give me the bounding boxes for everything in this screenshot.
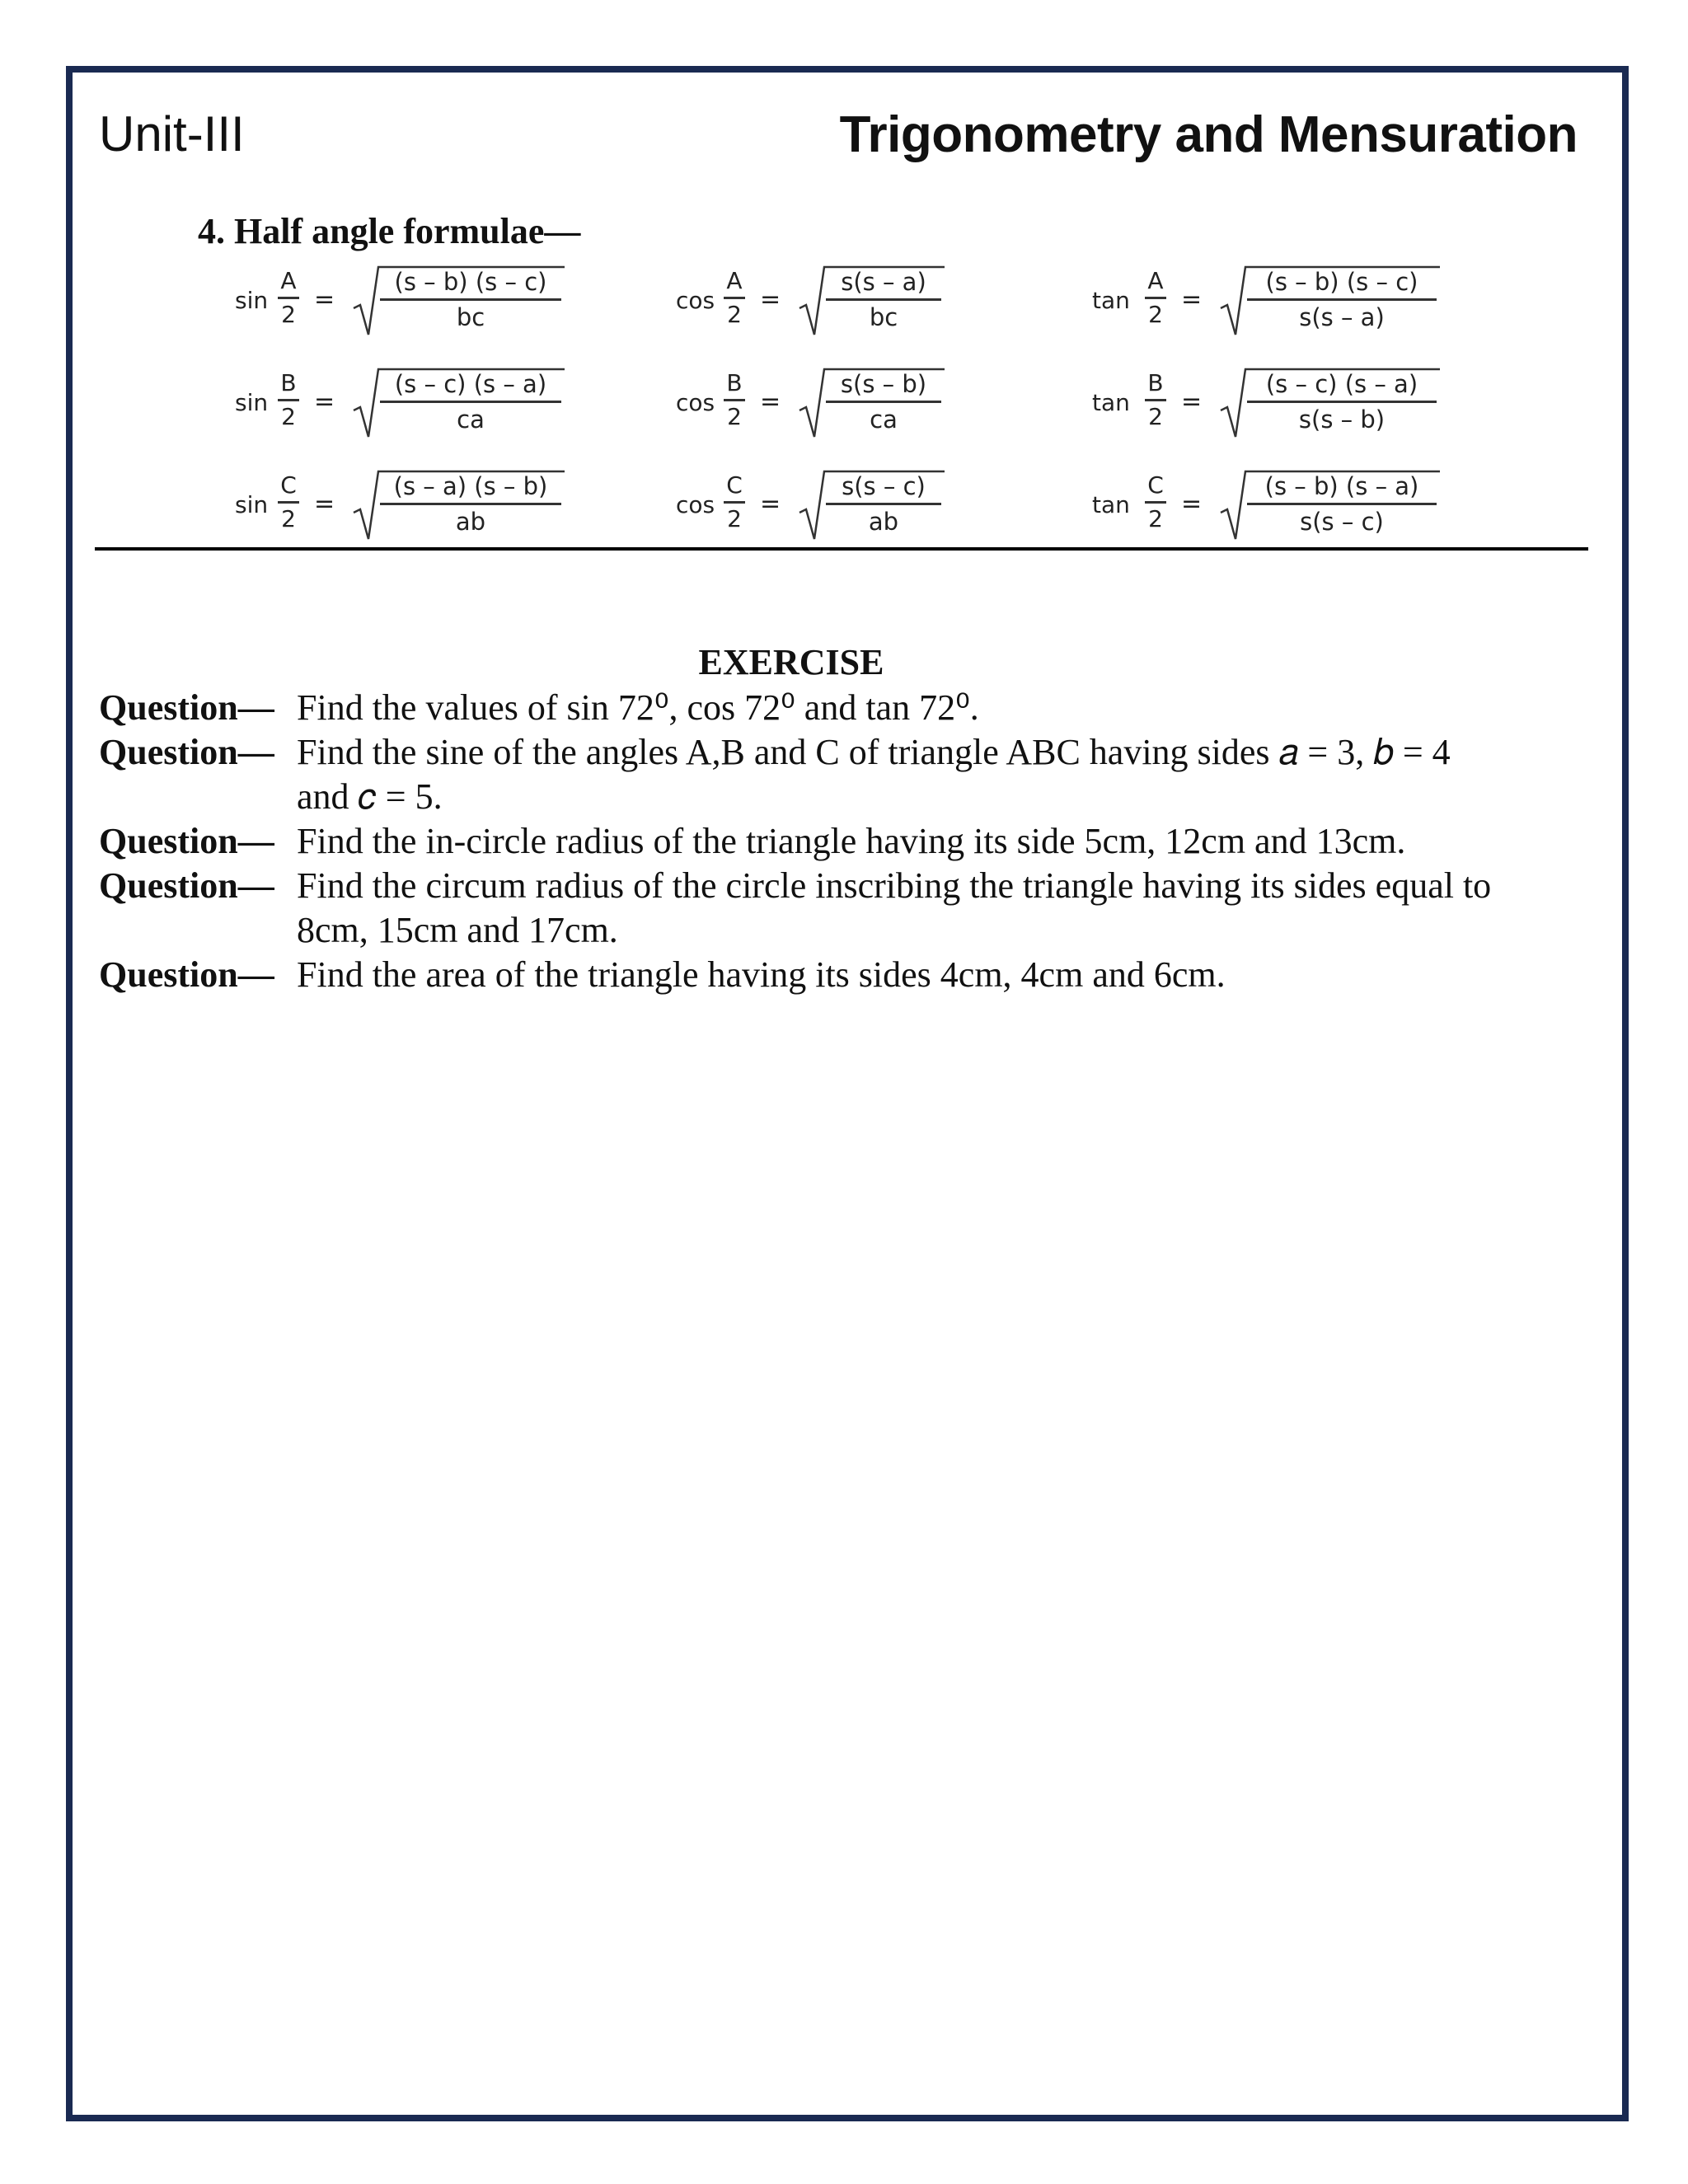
radicand-denominator: bc (869, 303, 898, 331)
page-header (99, 97, 1582, 171)
formula-cos-B (676, 364, 1039, 438)
radicand-denominator: s(s – a) (1299, 303, 1385, 331)
radicand-denominator: ab (455, 508, 486, 536)
half-angle-fraction (1143, 470, 1168, 535)
equals-sign: = (760, 490, 781, 518)
angle-denominator: 2 (727, 403, 742, 430)
equals-sign: = (314, 490, 335, 518)
function-name: cos (676, 287, 715, 314)
question-item (99, 864, 1582, 953)
horizontal-rule (95, 547, 1588, 551)
angle-denominator: 2 (727, 505, 742, 532)
radicand-fraction (1247, 368, 1437, 436)
angle-numerator: C (726, 471, 743, 499)
question-label: Question— (99, 821, 274, 861)
document-title: Trigonometry and Mensuration (839, 106, 1578, 163)
formula-cos-C (676, 466, 1039, 541)
radicand-numerator: (s – b) (s – c) (394, 268, 547, 296)
angle-numerator: C (280, 471, 297, 499)
radicand-denominator: ab (868, 508, 899, 536)
section-heading: 4. Half angle formulae— (198, 211, 581, 251)
formula-sin-C (235, 466, 598, 541)
radicand-fraction (826, 265, 941, 334)
radicand-fraction (826, 470, 941, 538)
square-root (352, 368, 566, 438)
equals-sign: = (1181, 490, 1203, 518)
radicand-numerator: s(s – b) (840, 370, 927, 398)
formula-tan-B (1092, 364, 1455, 438)
radicand-numerator: (s – b) (s – c) (1265, 268, 1418, 296)
equals-sign: = (760, 285, 781, 314)
half-angle-fraction (276, 470, 301, 535)
formula-cos-A (676, 262, 1039, 336)
angle-numerator: B (280, 369, 297, 396)
equals-sign: = (1181, 387, 1203, 416)
question-item (99, 730, 1582, 819)
equals-sign: = (1181, 285, 1203, 314)
square-root (1219, 265, 1442, 336)
angle-numerator: B (1147, 369, 1164, 396)
square-root (798, 470, 946, 541)
formula-tan-A (1092, 262, 1455, 336)
angle-numerator: A (1147, 267, 1164, 294)
square-root (352, 265, 566, 336)
question-text: and 𝑐 = 5. (297, 776, 443, 817)
question-item (99, 953, 1582, 997)
question-item (99, 819, 1582, 864)
radicand-numerator: s(s – a) (841, 268, 926, 296)
half-angle-fraction (276, 368, 301, 433)
question-text: Find the in-circle radius of the triangle having its side 5cm, 12cm and 13cm. (297, 821, 1406, 861)
question-text: Find the circum radius of the circle inscribing the triangle having its sides equal to (297, 865, 1492, 906)
exercise-heading: EXERCISE (698, 642, 884, 682)
function-name: cos (676, 491, 715, 518)
radicand-denominator: ca (870, 405, 898, 434)
half-angle-fraction (1143, 368, 1168, 433)
radicand-numerator: (s – c) (s – a) (1265, 370, 1418, 398)
question-label: Question— (99, 954, 274, 995)
angle-numerator: A (280, 267, 297, 294)
question-item (99, 686, 1582, 730)
radicand-fraction (826, 368, 941, 436)
angle-denominator: 2 (1148, 403, 1163, 430)
radicand-numerator: (s – c) (s – a) (394, 370, 547, 398)
radicand-fraction (1247, 470, 1437, 538)
unit-label: Unit-III (99, 106, 245, 162)
radicand-fraction (380, 470, 561, 538)
half-angle-fraction (722, 470, 747, 535)
radicand-denominator: bc (456, 303, 485, 331)
radicand-fraction (380, 265, 561, 334)
half-angle-fraction (722, 265, 747, 330)
radicand-denominator: s(s – b) (1298, 405, 1386, 434)
question-text: Find the sine of the angles A,B and C of triangle ABC having sides 𝑎 = 3, 𝑏 = 4 (297, 732, 1451, 772)
question-label: Question— (99, 687, 274, 728)
angle-denominator: 2 (281, 301, 296, 328)
formula-sin-B (235, 364, 598, 438)
angle-denominator: 2 (281, 505, 296, 532)
question-label: Question— (99, 865, 274, 906)
function-name: tan (1092, 491, 1130, 518)
question-label: Question— (99, 732, 274, 772)
angle-denominator: 2 (1148, 301, 1163, 328)
question-text: Find the area of the triangle having its sides 4cm, 4cm and 6cm. (297, 954, 1226, 995)
radicand-fraction (1247, 265, 1437, 334)
angle-numerator: C (1147, 471, 1164, 499)
question-list (99, 686, 1582, 997)
function-name: sin (235, 287, 269, 314)
radicand-fraction (380, 368, 561, 436)
function-name: tan (1092, 287, 1130, 314)
function-name: sin (235, 491, 269, 518)
square-root (1219, 470, 1442, 541)
question-text: Find the values of sin 72⁰, cos 72⁰ and tan 72⁰. (297, 687, 979, 728)
function-name: tan (1092, 389, 1130, 416)
question-text: 8cm, 15cm and 17cm. (297, 910, 618, 950)
function-name: sin (235, 389, 269, 416)
angle-denominator: 2 (727, 301, 742, 328)
function-name: cos (676, 389, 715, 416)
angle-denominator: 2 (1148, 505, 1163, 532)
square-root (352, 470, 566, 541)
formula-sin-A (235, 262, 598, 336)
radicand-denominator: s(s – c) (1300, 508, 1384, 536)
formula-tan-C (1092, 466, 1455, 541)
angle-numerator: A (726, 267, 743, 294)
equals-sign: = (760, 387, 781, 416)
half-angle-fraction (276, 265, 301, 330)
square-root (798, 265, 946, 336)
radicand-denominator: ca (457, 405, 485, 434)
equals-sign: = (314, 285, 335, 314)
radicand-numerator: s(s – c) (842, 472, 926, 500)
angle-numerator: B (726, 369, 743, 396)
equals-sign: = (314, 387, 335, 416)
radicand-numerator: (s – b) (s – a) (1264, 472, 1419, 500)
square-root (1219, 368, 1442, 438)
square-root (798, 368, 946, 438)
formula-grid (235, 262, 1438, 542)
radicand-numerator: (s – a) (s – b) (393, 472, 548, 500)
half-angle-fraction (722, 368, 747, 433)
angle-denominator: 2 (281, 403, 296, 430)
half-angle-fraction (1143, 265, 1168, 330)
